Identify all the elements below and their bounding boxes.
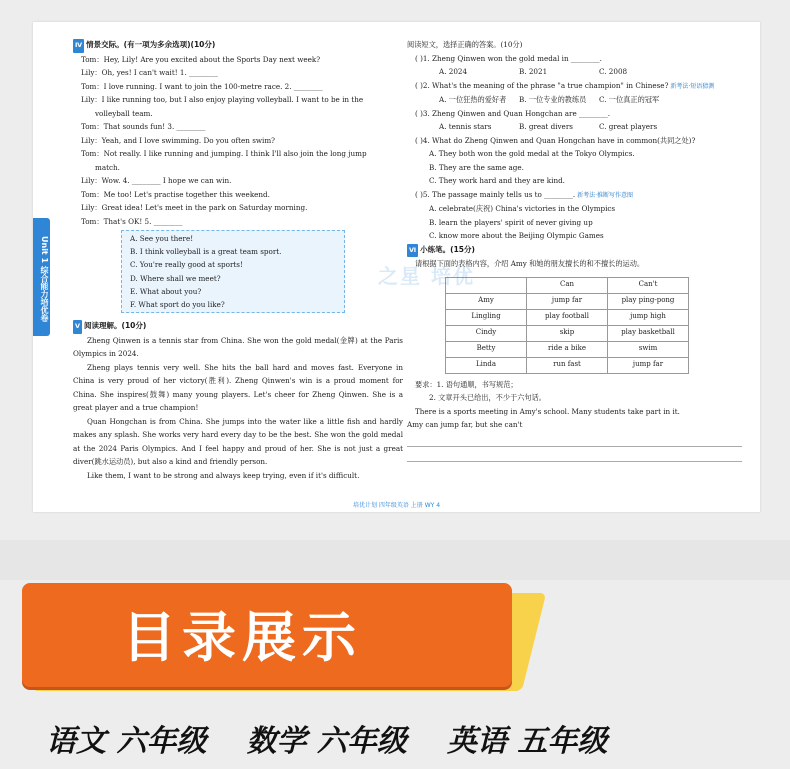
section-4-heading	[73, 38, 403, 53]
dialogue-line: Lily：I like running too, but I also enjoy playing volleyball. I want to be in the	[81, 95, 364, 104]
question-option: B. learn the players' spirit of never giving up	[429, 217, 593, 227]
table-cell: play basketball	[608, 325, 689, 341]
table-header-cell: Can	[527, 277, 608, 293]
section-4-title: 情景交际。(有一项为多余选项)(10分)	[86, 40, 216, 49]
dialogue-line: Tom：Not really. I like running and jumping. I think I'll also join the long jump	[81, 149, 367, 158]
question-option: A. They both won the gold medal at the Tokyo Olympics.	[429, 149, 635, 158]
section-6-heading	[407, 243, 742, 258]
question-tag: 新考法·推断写作意图	[575, 191, 634, 199]
dialogue-line: match.	[95, 162, 120, 172]
table-row	[446, 341, 689, 357]
section-6-badge: Ⅵ	[407, 244, 418, 258]
question-option: A. 2024	[439, 67, 468, 76]
reading-paragraph: Like them, I want to be strong and always keep trying, even if it's difficult.	[87, 470, 360, 480]
question-stem	[407, 79, 742, 94]
table-cell: run fast	[527, 357, 608, 373]
table-header-row	[446, 277, 689, 293]
reading-paragraph: Zheng Qinwen is a tennis star from China. She won the gold medal(金牌) at the Paris Olympics in 2024.	[73, 335, 403, 359]
question-option: A. 一位狂热的爱好者	[439, 95, 507, 104]
dialogue-line: Tom：That sounds fun! 3. ________	[81, 122, 206, 131]
subject-label: 英语 五年级	[446, 724, 608, 759]
table-cell: Cindy	[446, 325, 527, 341]
section-5-badge: Ⅴ	[73, 320, 82, 334]
question-stem	[407, 52, 742, 66]
table-cell: play ping-pong	[608, 293, 689, 309]
reading-instruction: 阅读短文，选择正确的答案。(10分)	[407, 40, 523, 49]
question-tag: 新考法·短语猜测	[668, 82, 715, 90]
question-option: C. know more about the Beijing Olympic Games	[429, 231, 604, 240]
table-cell: jump far	[608, 357, 689, 373]
question-option: A. tennis stars	[439, 122, 492, 131]
question-text: ( )5. The passage mainly tells us to ________.	[415, 189, 576, 199]
reading-passage	[73, 334, 403, 483]
writing-start-1: There is a sports meeting in Amy's school. Many students take part in it.	[415, 406, 680, 416]
watermark-logo: 之星 培优	[378, 264, 475, 288]
question-option: B. They are the same age.	[429, 162, 524, 172]
page-footer: 培优计划 四年级英语 上册 WY 4	[352, 502, 441, 509]
option-item: B. I think volleyball is a great team sport.	[130, 247, 282, 257]
question-option: B. 一位专业的教练员	[519, 95, 587, 104]
table-cell: Linda	[446, 357, 527, 373]
writing-line[interactable]	[407, 434, 742, 447]
option-item: A. See you there!	[130, 234, 194, 243]
writing-line[interactable]	[407, 449, 742, 462]
question-text: ( )4. What do Zheng Qinwen and Quan Hongchan have in common(共同之处)?	[415, 135, 696, 145]
section-6-title: 小练笔。(15分)	[420, 244, 475, 254]
catalog-banner	[22, 583, 512, 690]
dialogue-line: Lily：Wow. 4. ________ I hope we can win.	[81, 176, 232, 185]
options-box	[121, 230, 345, 313]
subject-label: 语文 六年级	[46, 724, 207, 759]
question-option: C. They work hard and they are kind.	[429, 176, 565, 185]
dialogue-line: Lily：Oh, yes! I can't wait! 1. ________	[81, 68, 218, 77]
dialogue-line: Tom：I love running. I want to join the 100-metre race. 2. ________	[81, 81, 323, 91]
question-option: C. 2008	[599, 67, 628, 76]
subject-label: 数学 六年级	[246, 724, 407, 759]
option-item: E. What about you?	[130, 286, 202, 296]
question-option: B. great divers	[519, 122, 573, 131]
reading-paragraph: Zheng plays tennis very well. She hits the ball hard and moves fast. Everyone in China is very proud of her victory(胜利). Zheng Qinwen's win is a proud moment for China. She inspires(鼓舞) many young players. Let's cheer for Zheng Qinwen. She is a great player and a true champion!	[73, 362, 403, 413]
question-text: ( )3. Zheng Qinwen and Quan Hongchan are ________.	[415, 108, 611, 118]
dialogue	[73, 53, 403, 229]
question-option: C. 一位真正的冠军	[599, 95, 660, 104]
question-options	[407, 65, 742, 79]
section-5-heading	[73, 319, 403, 334]
question-option: B. 2021	[519, 67, 548, 76]
unit-side-tab: Unit 1 综合能力培优卷	[33, 218, 50, 336]
table-row	[446, 325, 689, 341]
banner-title: 目录展示	[122, 606, 362, 669]
question-stem	[407, 188, 742, 203]
questions-list	[407, 52, 742, 243]
dialogue-line: Lily：Great idea! Let's meet in the park on Saturday morning.	[81, 203, 308, 212]
writing-instruction: 请根据下面的表格内容，介绍 Amy 和她的朋友擅长的和不擅长的运动。	[415, 259, 645, 268]
table-row	[446, 357, 689, 373]
table-cell: Betty	[446, 341, 527, 357]
table-cell: Lingling	[446, 309, 527, 325]
table-cell: jump far	[527, 293, 608, 309]
sports-table	[445, 277, 689, 374]
table-cell: jump high	[608, 309, 689, 325]
table-cell: Amy	[446, 293, 527, 309]
requirement-2: 2. 文章开头已给出，不少于六句话。	[429, 393, 546, 402]
question-stem	[407, 134, 742, 148]
banner-body	[22, 583, 512, 687]
requirement-1: 要求：1. 语句通顺，书写规范；	[415, 379, 518, 389]
dialogue-line: Tom：Me too! Let's practise together this weekend.	[81, 189, 270, 199]
table-cell: play football	[527, 309, 608, 325]
dialogue-line: Lily：Yeah, and I love swimming. Do you often swim?	[81, 135, 276, 145]
left-column	[73, 38, 403, 482]
question-options	[407, 120, 742, 134]
subject-list	[46, 716, 607, 760]
question-text: ( )2. What's the meaning of the phrase "a true champion" in Chinese?	[415, 80, 669, 90]
table-cell: ride a bike	[527, 341, 608, 357]
section-5-title: 阅读理解。(10分)	[84, 321, 147, 331]
dialogue-line: volleyball team.	[95, 108, 153, 118]
table-header-cell: Can't	[608, 277, 689, 293]
table-row	[446, 293, 689, 309]
reading-paragraph: Quan Hongchan is from China. She jumps into the water like a little fish and hardly makes any splash. She works very hard every day to be the best. She won the gold medal at the 2024 Paris Olympics. And I feel happy and proud of her. She is not just a great diver(跳水运动员), but also a kind and friendly person.	[73, 416, 403, 467]
section-4-badge: Ⅳ	[73, 39, 84, 53]
question-text: ( )1. Zheng Qinwen won the gold medal in ________.	[415, 53, 602, 63]
section-divider	[0, 540, 790, 580]
question-stem	[407, 107, 742, 121]
question-options	[407, 93, 742, 107]
question-option: A. celebrate(庆祝) China's victories in the Olympics	[429, 204, 616, 213]
option-item: D. Where shall we meet?	[130, 273, 221, 283]
table-row	[446, 309, 689, 325]
option-item: C. You're really good at sports!	[130, 260, 243, 270]
option-item: F. What sport do you like?	[130, 300, 225, 310]
document-page	[33, 22, 760, 512]
writing-start-2: Amy can jump far, but she can't	[407, 420, 523, 429]
table-cell: skip	[527, 325, 608, 341]
dialogue-line: Tom：Hey, Lily! Are you excited about the Sports Day next week?	[81, 54, 321, 64]
table-cell: swim	[608, 341, 689, 357]
right-column	[407, 38, 742, 462]
dialogue-line: Tom：That's OK! 5. ________	[81, 216, 183, 226]
question-option: C. great players	[599, 122, 658, 131]
